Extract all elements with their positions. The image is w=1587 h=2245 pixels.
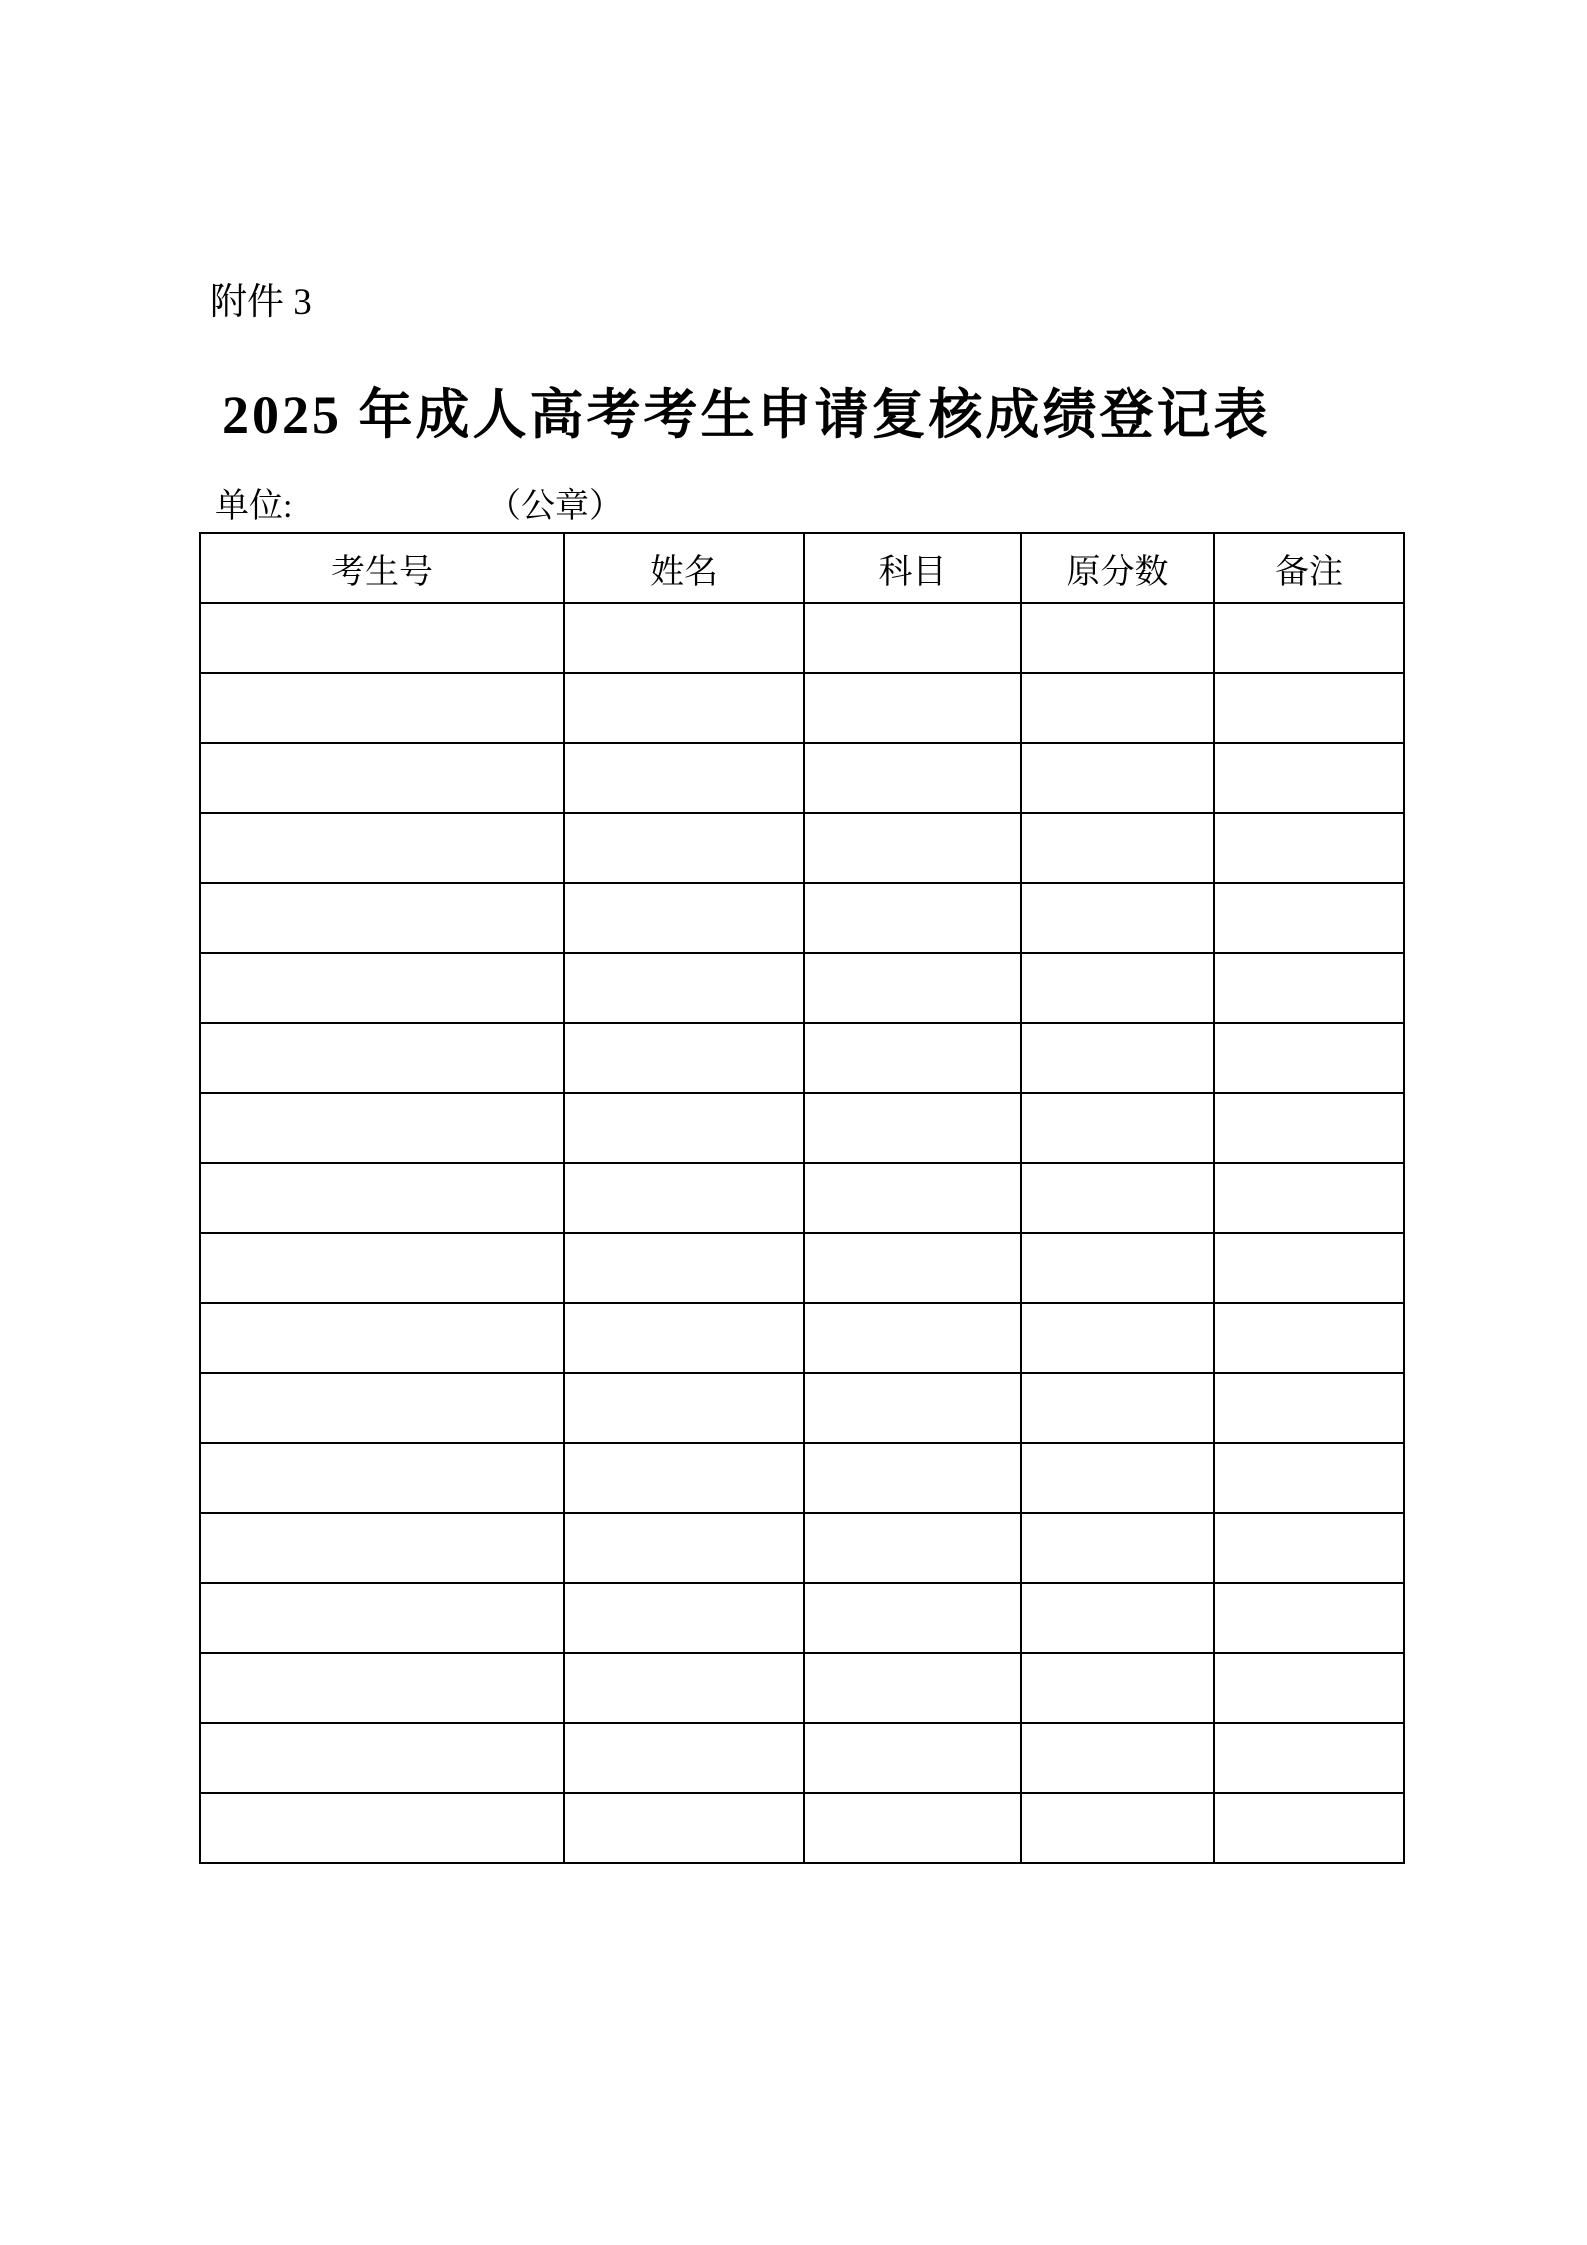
table-cell [564, 603, 804, 673]
table-cell [1021, 673, 1214, 743]
table-row [200, 1443, 1404, 1513]
table-cell [1021, 1513, 1214, 1583]
table-cell [564, 1233, 804, 1303]
table-cell [804, 1653, 1021, 1723]
table-row [200, 603, 1404, 673]
table-cell [200, 883, 564, 953]
table-cell [1021, 1373, 1214, 1443]
table-cell [804, 953, 1021, 1023]
table-row [200, 1233, 1404, 1303]
table-cell [804, 1023, 1021, 1093]
table-cell [804, 1513, 1021, 1583]
table-row [200, 1163, 1404, 1233]
table-cell [200, 743, 564, 813]
table-cell [564, 1653, 804, 1723]
table-cell [1021, 1723, 1214, 1793]
table-cell [804, 1583, 1021, 1653]
table-cell [804, 1093, 1021, 1163]
table-cell [1021, 1303, 1214, 1373]
header-subject: 科目 [804, 533, 1021, 603]
table-cell [1214, 883, 1404, 953]
score-review-table [199, 532, 1405, 1864]
table-cell [1214, 1233, 1404, 1303]
table-body [200, 603, 1404, 1863]
table-cell [200, 1513, 564, 1583]
table-cell [200, 1583, 564, 1653]
table-cell [564, 953, 804, 1023]
table-cell [1214, 673, 1404, 743]
table-cell [1214, 603, 1404, 673]
table-cell [804, 1163, 1021, 1233]
table-cell [200, 1093, 564, 1163]
table-cell [804, 673, 1021, 743]
table-cell [1214, 1583, 1404, 1653]
table-cell [1214, 1513, 1404, 1583]
table-cell [1021, 813, 1214, 883]
table-cell [1021, 603, 1214, 673]
table-row [200, 953, 1404, 1023]
table-cell [1021, 953, 1214, 1023]
table-cell [200, 1303, 564, 1373]
table-cell [1021, 1653, 1214, 1723]
table-cell [804, 1303, 1021, 1373]
table-cell [200, 1443, 564, 1513]
table-cell [1214, 953, 1404, 1023]
table-cell [200, 1653, 564, 1723]
table-row [200, 1723, 1404, 1793]
header-candidate-number: 考生号 [200, 533, 564, 603]
table-row [200, 673, 1404, 743]
table-cell [804, 1443, 1021, 1513]
table-cell [564, 1023, 804, 1093]
table-row [200, 883, 1404, 953]
table-cell [1021, 1093, 1214, 1163]
table-row [200, 1023, 1404, 1093]
table-row [200, 1093, 1404, 1163]
header-original-score: 原分数 [1021, 533, 1214, 603]
table-cell [564, 743, 804, 813]
attachment-label: 附件 3 [210, 282, 312, 323]
table-row [200, 1653, 1404, 1723]
table-cell [564, 1303, 804, 1373]
page-title: 2025 年成人高考考生申请复核成绩登记表 [222, 385, 1271, 445]
table-cell [564, 1093, 804, 1163]
table-cell [564, 1443, 804, 1513]
table-row [200, 813, 1404, 883]
header-remarks: 备注 [1214, 533, 1404, 603]
table-cell [564, 813, 804, 883]
table-cell [1214, 1093, 1404, 1163]
table-cell [1214, 1793, 1404, 1863]
table-cell [200, 1723, 564, 1793]
table-cell [804, 743, 1021, 813]
table-cell [1214, 1653, 1404, 1723]
seal-label: （公章） [487, 488, 623, 525]
table-cell [1214, 813, 1404, 883]
table-cell [1021, 1443, 1214, 1513]
table-cell [200, 1023, 564, 1093]
table-cell [1021, 1023, 1214, 1093]
table-cell [804, 883, 1021, 953]
table-cell [804, 1793, 1021, 1863]
table-cell [200, 1373, 564, 1443]
table-cell [200, 1793, 564, 1863]
table-cell [564, 1163, 804, 1233]
table-cell [564, 1373, 804, 1443]
table-cell [564, 1513, 804, 1583]
table-cell [804, 1233, 1021, 1303]
table-row [200, 1793, 1404, 1863]
table-cell [804, 603, 1021, 673]
table-cell [200, 813, 564, 883]
table-cell [804, 1723, 1021, 1793]
table-cell [1021, 743, 1214, 813]
table-cell [1214, 1023, 1404, 1093]
table-cell [1021, 1163, 1214, 1233]
table-cell [564, 673, 804, 743]
table-cell [564, 1793, 804, 1863]
table-cell [1214, 1723, 1404, 1793]
unit-label: 单位: [215, 488, 293, 525]
table-cell [200, 1233, 564, 1303]
table-cell [1021, 1233, 1214, 1303]
table-row [200, 1373, 1404, 1443]
table-cell [1021, 883, 1214, 953]
table-cell [1021, 1793, 1214, 1863]
table-cell [1214, 743, 1404, 813]
table-cell [1214, 1163, 1404, 1233]
table-cell [804, 1373, 1021, 1443]
table-cell [200, 673, 564, 743]
table-row [200, 1583, 1404, 1653]
table-row [200, 1513, 1404, 1583]
table-cell [564, 883, 804, 953]
table-cell [564, 1583, 804, 1653]
table-cell [200, 603, 564, 673]
table-cell [564, 1723, 804, 1793]
table-cell [1214, 1303, 1404, 1373]
table-cell [200, 953, 564, 1023]
table-row [200, 1303, 1404, 1373]
table-row [200, 743, 1404, 813]
table-cell [1214, 1443, 1404, 1513]
table-cell [1021, 1583, 1214, 1653]
table-cell [804, 813, 1021, 883]
table-cell [200, 1163, 564, 1233]
table-cell [1214, 1373, 1404, 1443]
header-name: 姓名 [564, 533, 804, 603]
table-header-row [200, 533, 1404, 603]
